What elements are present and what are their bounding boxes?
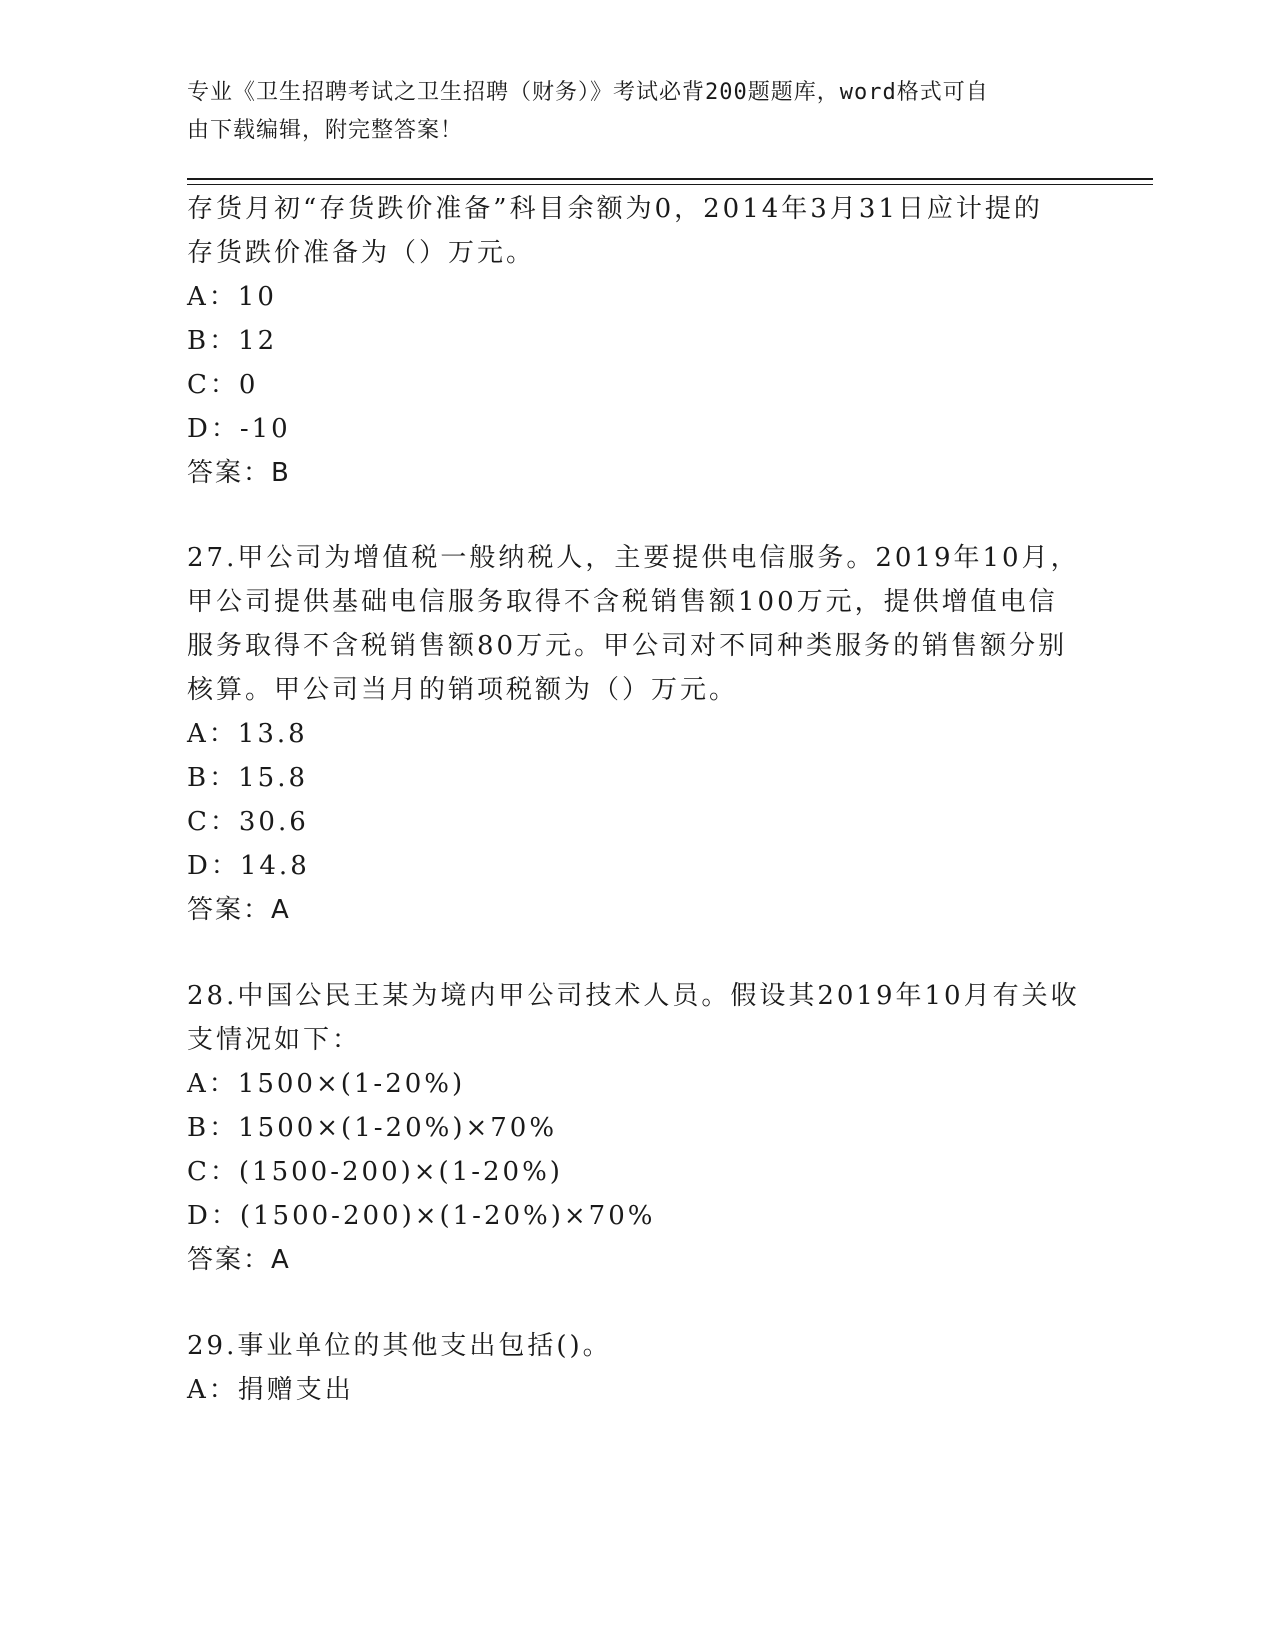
q28-stem-line-1: 28.中国公民王某为境内甲公司技术人员。假设其2019年10月有关收 bbox=[187, 981, 1080, 1011]
document-header bbox=[187, 74, 1087, 150]
q27-option-d: D：14.8 bbox=[187, 851, 310, 881]
q27-stem-line-2: 甲公司提供基础电信服务取得不含税销售额100万元，提供增值电信 bbox=[187, 587, 1058, 617]
q26-answer: 答案：B bbox=[187, 458, 291, 488]
q27-stem-line-4: 核算。甲公司当月的销项税额为（）万元。 bbox=[187, 675, 739, 705]
header-line-2: 由下载编辑，附完整答案！ bbox=[187, 118, 464, 143]
q28-option-d: D：(1500-200)×(1-20%)×70% bbox=[187, 1201, 656, 1231]
q29-option-a: A：捐赠支出 bbox=[187, 1375, 354, 1405]
header-line-1: 专业《卫生招聘考试之卫生招聘（财务）》考试必背200题题库，word格式可自 bbox=[187, 80, 989, 105]
q28-stem-line-2: 支情况如下： bbox=[187, 1025, 362, 1055]
q29-stem-line-1: 29.事业单位的其他支出包括()。 bbox=[187, 1331, 612, 1361]
header-divider-thick bbox=[187, 178, 1153, 180]
q28-option-c: C：(1500-200)×(1-20%) bbox=[187, 1157, 563, 1187]
q28-option-a: A：1500×(1-20%) bbox=[187, 1069, 466, 1099]
q26-option-d: D：-10 bbox=[187, 414, 291, 444]
q27-option-a: A：13.8 bbox=[187, 719, 308, 749]
header-divider-thin bbox=[187, 184, 1153, 185]
q26-option-b: B：12 bbox=[187, 326, 278, 356]
q27-option-b: B：15.8 bbox=[187, 763, 308, 793]
q27-stem-line-1: 27.甲公司为增值税一般纳税人，主要提供电信服务。2019年10月， bbox=[187, 543, 1080, 573]
q26-option-c: C：0 bbox=[187, 370, 259, 400]
q28-answer: 答案：A bbox=[187, 1245, 291, 1275]
q27-stem-line-3: 服务取得不含税销售额80万元。甲公司对不同种类服务的销售额分别 bbox=[187, 631, 1068, 661]
q27-answer: 答案：A bbox=[187, 895, 291, 925]
q26-option-a: A：10 bbox=[187, 282, 277, 312]
q27-option-c: C：30.6 bbox=[187, 807, 309, 837]
q26-stem-line-1: 存货月初“存货跌价准备”科目余额为0，2014年3月31日应计提的 bbox=[187, 194, 1043, 224]
q28-option-b: B：1500×(1-20%)×70% bbox=[187, 1113, 558, 1143]
q26-stem-line-2: 存货跌价准备为（）万元。 bbox=[187, 238, 536, 268]
